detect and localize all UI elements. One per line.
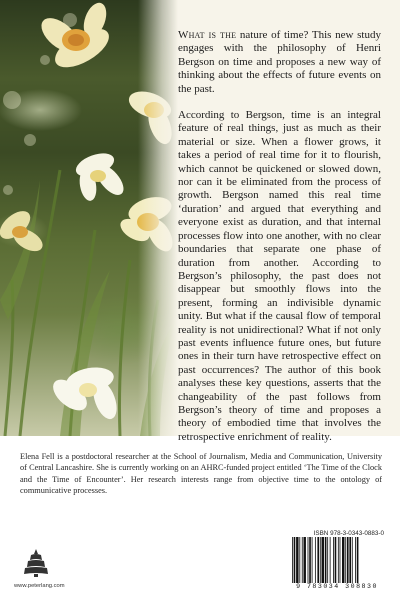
barcode-bar bbox=[317, 537, 319, 583]
barcode-bar bbox=[345, 537, 346, 583]
barcode-bars bbox=[290, 537, 384, 583]
publisher-url[interactable]: www.peterlang.com bbox=[14, 583, 65, 589]
barcode-bar bbox=[296, 537, 298, 583]
barcode-bar bbox=[309, 537, 311, 583]
barcode-bar bbox=[327, 537, 328, 583]
barcode-bar bbox=[312, 537, 313, 583]
barcode-bar bbox=[352, 537, 353, 583]
barcode-bar bbox=[308, 537, 309, 583]
barcode-bar bbox=[338, 537, 339, 583]
barcode-bar bbox=[335, 537, 337, 583]
barcode-bar bbox=[299, 537, 300, 583]
daffodil-photo bbox=[0, 0, 178, 436]
barcode-bar bbox=[340, 537, 341, 583]
barcode-bar bbox=[315, 537, 316, 583]
barcode-bar bbox=[333, 537, 334, 583]
description-paragraph-1 bbox=[178, 29, 381, 96]
book-description bbox=[178, 29, 381, 457]
description-lead-word: What is the bbox=[178, 29, 237, 41]
barcode-bar bbox=[325, 537, 327, 583]
barcode-bar bbox=[302, 537, 303, 583]
barcode-bar bbox=[330, 537, 331, 583]
barcode-bar bbox=[303, 537, 305, 583]
barcode-bar bbox=[357, 537, 359, 583]
description-para1-rest: nature of time? This new study engages with the philosophy of Henri Bergson on time and proposes a new way of thinking about the effects of future events on the past. bbox=[178, 29, 381, 95]
peter-lang-logo-icon bbox=[22, 548, 50, 578]
barcode-bar bbox=[355, 537, 356, 583]
description-paragraph-2: According to Bergson, time is an integral feature of real things, just as much as their material or size. When a flower grows, it takes a period of real time for it to flourish, which cannot be quickened or slowed down, nor can it be eliminated from the process of growth. Bergson named this real time ‘duration’ and argued that everything and everyone exist as duration, and that internal processes flow into one another, with no clear boundaries that separate one phase of duration from another. According to Bergson’s philosophy, the past does not disappear but smoothly flows into the present, forming an indivisible dynamic unity. But what if the causal flow of temporal reality is not unidirectional? What if not only past events influence future ones, but future ones in their turn have retrospective effect on past occurrences? The author of this book analyses these key questions, asserts that the changeability of the past follows from Bergson’s theory of time and proposes a theory of embodied time that involves the retrospective enrichment of reality. bbox=[178, 109, 381, 443]
daffodil-flower-bottom bbox=[48, 364, 122, 422]
barcode-bar bbox=[347, 537, 349, 583]
daffodil-flower-middle bbox=[73, 149, 129, 202]
isbn-label: ISBN 978-3-0343-0883-0 bbox=[313, 530, 384, 537]
daffodil-flower-left bbox=[0, 206, 46, 256]
barcode-bar bbox=[320, 537, 321, 583]
barcode-bar bbox=[342, 537, 344, 583]
barcode-bar bbox=[292, 537, 293, 583]
barcode-bar bbox=[349, 537, 351, 583]
author-bio: Elena Fell is a postdoctoral researcher at the School of Journalism, Media and Communication, University of Central Lancashire. She is currently working on an AHRC-funded project entitled ‘The Time of the Clock and the Time of Encounter’. Her research interests range from objective time to the ontology of communicative processes. bbox=[20, 452, 382, 495]
barcode-digits: 9 783034 308830 bbox=[289, 583, 385, 590]
photo-fade-overlay bbox=[138, 0, 178, 436]
barcode-bar bbox=[294, 537, 296, 583]
barcode-bar bbox=[322, 537, 324, 583]
